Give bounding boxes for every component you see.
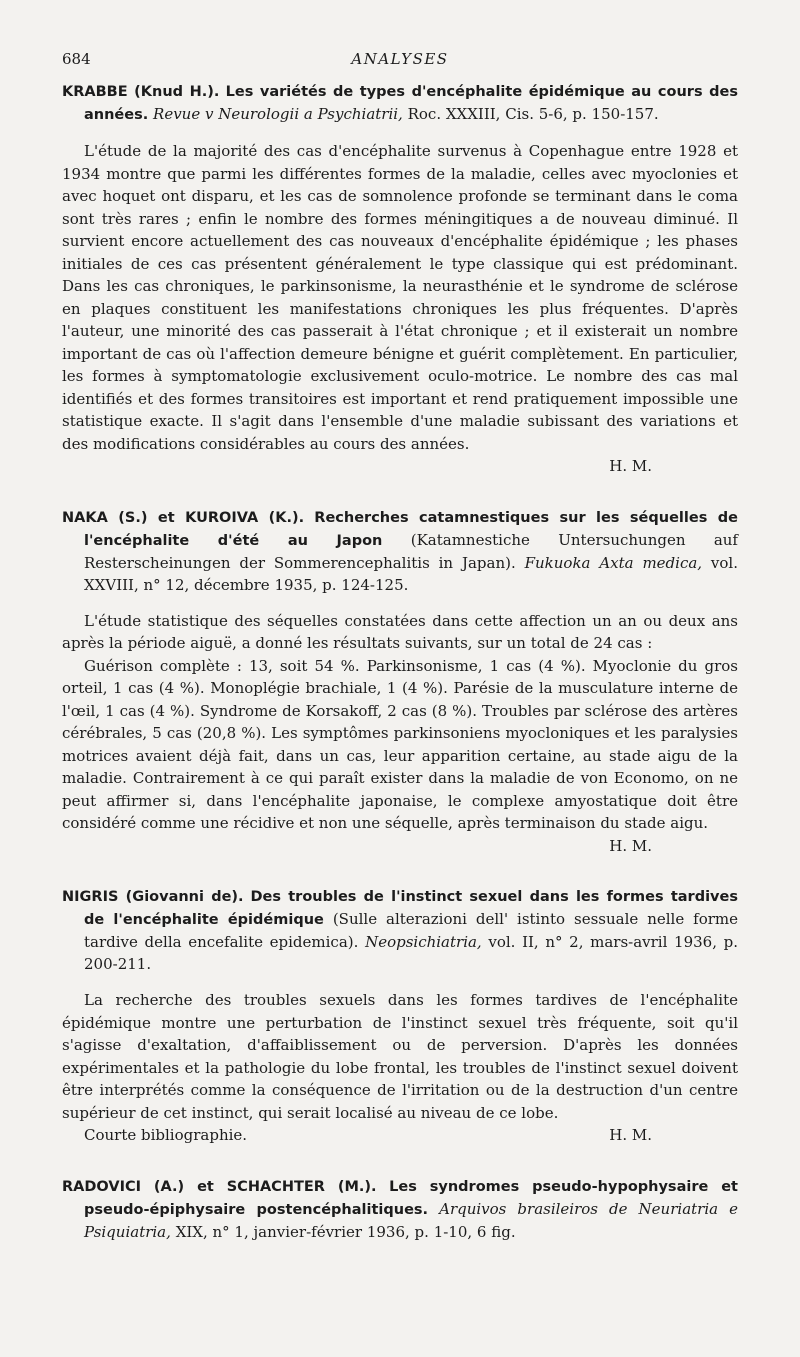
page: [62, 50, 738, 1243]
authors: NIGRIS (Giovanni de).: [62, 889, 244, 905]
reference: [62, 506, 738, 596]
journal-name: Fukuoka Axta medica,: [524, 553, 703, 572]
reviewer-signature: H. M.: [609, 457, 652, 475]
reference: [62, 885, 738, 975]
review-body: L'étude statistique des séquelles constatées dans cette affection un an ou deux ans après la période aiguë, a donné les résultats suivants, sur un total de 24 cas :: [62, 611, 738, 652]
authors: RADOVICI (A.) et SCHACHTER (M.).: [62, 1178, 377, 1195]
reviewer-signature: H. M.: [609, 1126, 652, 1144]
review-entry-radovici: [62, 1175, 738, 1243]
citation: vol. II, n° 2, mars-avril 1936, p. 200-211.: [84, 933, 738, 973]
review-entry-naka: [62, 506, 738, 858]
running-title: ANALYSES: [351, 50, 449, 68]
original-title: (Katamnestiche Untersuchungen auf Resterscheinungen der Sommerencephalitis in Japan).: [84, 530, 738, 572]
reviewer-signature: H. M.: [609, 836, 652, 855]
journal-name: Arquivos brasileiros de Neuriatria e Psiquiatria,: [84, 1199, 738, 1241]
article-title: Les syndromes pseudo-hypophysaire et pseudo-épiphysaire postencéphalitiques.: [84, 1178, 738, 1218]
article-title: Les variétés de types d'encéphalite épidémique au cours des années.: [84, 84, 738, 123]
note-line: [62, 1124, 738, 1147]
review-body: La recherche des troubles sexuels dans les formes tardives de l'encéphalite épidémique montre une perturbation de l'instinct sexuel très fréquente, soit qu'il s'agisse d'exaltation, d'affaiblissement ou de perversion. D'après les données expérimentales et la pathologie du lobe frontal, les troubles de l'instinct sexuel doivent être interprétés comme la conséquence de l'irritation ou de la destruction d'un centre supérieur de cet instinct, qui serait localisé au niveau de ce lobe.: [62, 991, 738, 1122]
review-body: L'étude de la majorité des cas d'encéphalite survenus à Copenhague entre 1928 et 1934 montre que parmi les différentes formes de la maladie, celles avec myoclonies et avec hoquet ont disparu, et les cas de somnolence profonde se terminant dans le coma sont très rares ; enfin le nombre des formes méningitiques a de nouveau diminué. Il survient encore actuellement des cas nouveaux d'encéphalite épidémique ; les phases initiales de ces cas présentent généralement le type classique qui est prédominant. Dans les cas chroniques, le parkinsonisme, la neurasthénie et le syndrome de sclérose en plaques constituent les manifestations chroniques les plus fréquentes. D'après l'auteur, une minorité des cas passerait à l'état chronique ; et il existerait un nombre important de cas où l'affection demeure bénigne et guérit complètement. En particulier, les formes à symptomatologie exclusivement oculo-motrice. Le nombre des cas mal identifiés et des formes transitoires est important et rend pratiquement impossible une statistique exacte. Il s'agit dans l'ensemble d'une maladie subissant des variations et des modifications considérables au cours des années.: [62, 142, 738, 453]
citation: Roc. XXXIII, Cis. 5-6, p. 150-157.: [407, 105, 659, 123]
reference: [62, 80, 738, 126]
journal-name: Revue v Neurologii a Psychiatrii,: [153, 105, 403, 123]
original-title: (Sulle alterazioni dell' istinto sessuale nelle forme tardive della encefalite epidemica).: [84, 910, 738, 951]
authors: KRABBE (Knud H.).: [62, 84, 220, 100]
review-entry-nigris: [62, 885, 738, 1147]
journal-name: Neopsichiatria,: [365, 933, 482, 951]
review-entry-krabbe: [62, 80, 738, 478]
bibliography-note: Courte bibliographie.: [84, 1126, 248, 1144]
authors: NAKA (S.) et KUROIVA (K.).: [62, 509, 305, 526]
review-body-results: Guérison complète : 13, soit 54 %. Parkinsonisme, 1 cas (4 %). Myoclonie du gros orteil, 1 cas (4 %). Monoplégie brachiale, 1 (4 %). Parésie de la musculature interne de l'œil, 1 cas (4 %). Syndrome de Korsakoff, 2 cas (8 %). Troubles par sclérose des artères cérébrales, 5 cas (20,8 %). Les symptômes parkinsoniens myocloniques et les paralysies motrices avaient déjà fait, dans un cas, leur apparition certaine, au stade aigu de la maladie. Contrairement à ce qui paraît exister dans la maladie de von Economo, on ne peut affirmer si, dans l'encéphalite japonaise, le complexe amyostatique doit être considéré comme une récidive et non une séquelle, après terminaison du stade aigu.: [62, 656, 738, 832]
page-number: 684: [62, 50, 91, 68]
citation: vol. XXVIII, n° 12, décembre 1935, p. 124-125.: [84, 553, 738, 594]
article-title: Recherches catamnestiques sur les séquelles de l'encéphalite d'été au Japon: [84, 509, 738, 549]
reference: [62, 1175, 738, 1243]
citation: XIX, n° 1, janvier-février 1936, p. 1-10, 6 fig.: [175, 1222, 516, 1241]
article-title: Des troubles de l'instinct sexuel dans les formes tardives de l'encéphalite épidémique: [84, 889, 738, 928]
page-header: [62, 50, 738, 80]
